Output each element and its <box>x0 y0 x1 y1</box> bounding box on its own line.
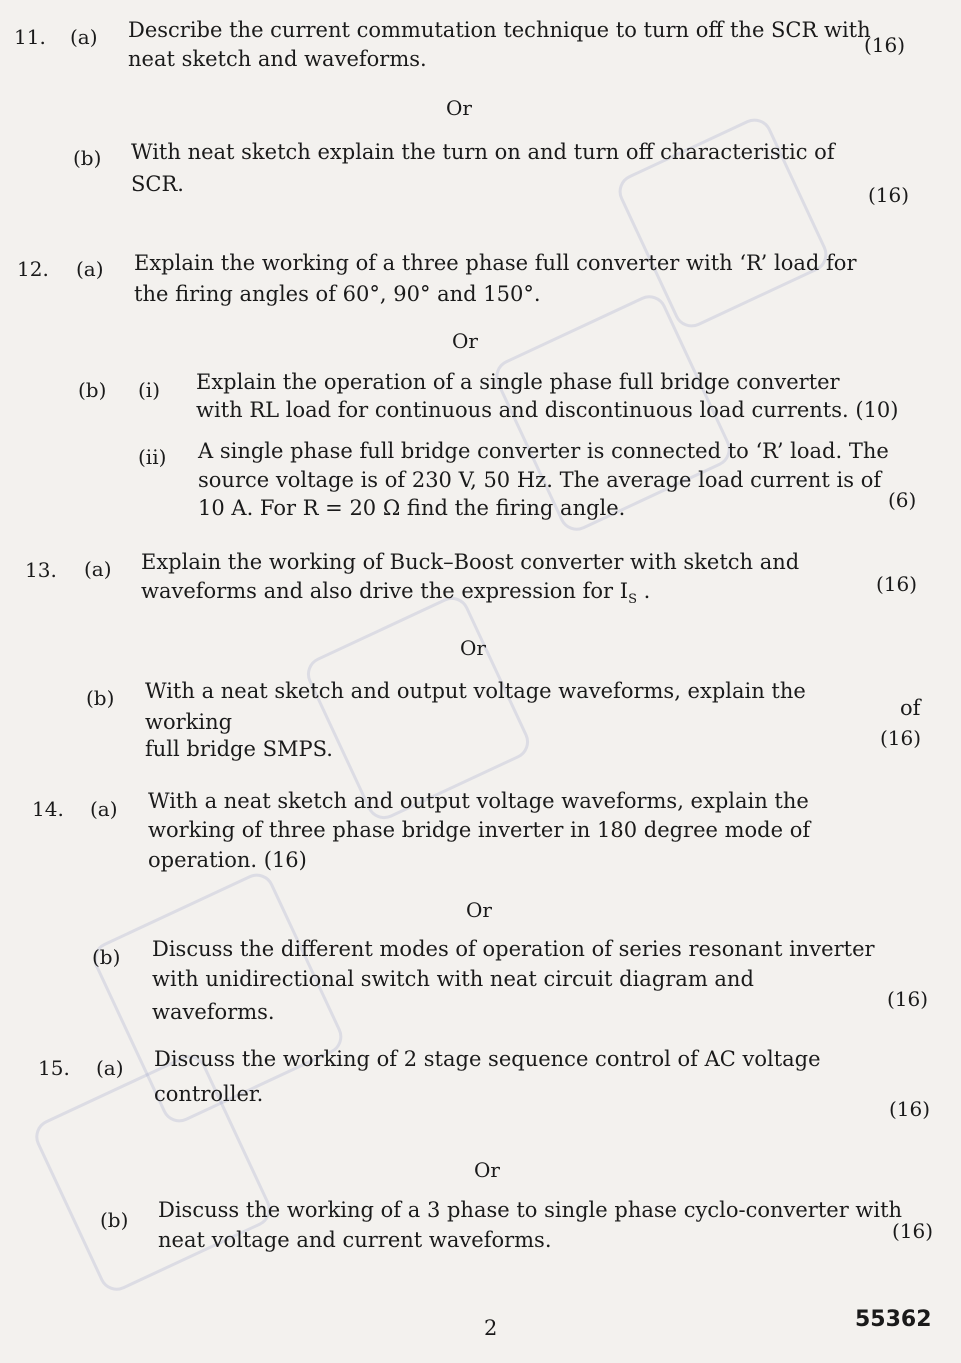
page-number: 2 <box>484 1316 498 1340</box>
paper-code: 55362 <box>855 1307 932 1332</box>
or-separator: Or <box>466 898 492 922</box>
or-separator: Or <box>474 1158 500 1182</box>
or-separator: Or <box>452 329 478 353</box>
question-text: the firing angles of 60°, 90° and 150°. <box>134 282 541 306</box>
question-number: 11. <box>14 25 46 49</box>
question-text: 10 A. For R = 20 Ω find the firing angle. <box>198 496 626 520</box>
question-text: of <box>900 696 921 720</box>
subscript: S <box>628 592 637 608</box>
question-number: 15. <box>38 1056 70 1080</box>
question-text: Discuss the working of a 3 phase to single phase cyclo-converter with <box>158 1198 903 1222</box>
question-text: With a neat sketch and output voltage waveforms, explain the <box>145 679 806 703</box>
question-text: Explain the working of Buck–Boost converter with sketch and <box>141 550 800 574</box>
part-label: (a) <box>90 797 118 821</box>
question-text: working <box>145 710 233 734</box>
marks: (16) <box>880 726 922 750</box>
question-text: Describe the current commutation technique to turn off the SCR with <box>128 18 871 42</box>
question-text: With neat sketch explain the turn on and turn off characteristic of <box>131 140 835 164</box>
subpart-label: (ii) <box>138 445 167 469</box>
marks: (16) <box>876 572 918 596</box>
question-text: source voltage is of 230 V, 50 Hz. The average load current is of <box>198 468 882 492</box>
part-label: (b) <box>86 686 115 710</box>
question-text: waveforms. <box>152 1000 275 1024</box>
question-number: 14. <box>32 797 64 821</box>
or-separator: Or <box>460 636 486 660</box>
question-text: Discuss the different modes of operation of series resonant inverter <box>152 937 875 961</box>
question-number: 13. <box>25 558 57 582</box>
question-text: neat sketch and waveforms. <box>128 47 427 71</box>
marks: (16) <box>887 987 929 1011</box>
or-separator: Or <box>446 96 472 120</box>
part-label: (a) <box>76 257 104 281</box>
question-text-part: waveforms and also drive the expression for I <box>141 579 629 603</box>
question-text: with RL load for continuous and discontinuous load currents. (10) <box>196 398 899 422</box>
question-text: Explain the operation of a single phase full bridge converter <box>196 370 840 394</box>
part-label: (b) <box>92 945 121 969</box>
part-label: (a) <box>84 557 112 581</box>
question-text: controller. <box>154 1082 264 1106</box>
question-number: 12. <box>17 257 49 281</box>
part-label: (b) <box>100 1208 129 1232</box>
subpart-label: (i) <box>138 378 161 402</box>
marks: (16) <box>864 33 906 57</box>
marks: (16) <box>868 183 910 207</box>
part-label: (a) <box>70 25 98 49</box>
marks: (16) <box>892 1219 934 1243</box>
question-text: With a neat sketch and output voltage waveforms, explain the <box>148 789 809 813</box>
part-label: (a) <box>96 1056 124 1080</box>
marks: (6) <box>888 488 917 512</box>
question-text: Explain the working of a three phase full converter with ‘R’ load for <box>134 251 857 275</box>
question-text: SCR. <box>131 172 184 196</box>
question-text: operation. (16) <box>148 848 307 872</box>
question-text <box>141 577 650 614</box>
question-text: with unidirectional switch with neat circuit diagram and <box>152 967 754 991</box>
marks: (16) <box>889 1097 931 1121</box>
question-text: full bridge SMPS. <box>145 737 333 761</box>
question-text-part: . <box>636 579 651 603</box>
question-text: neat voltage and current waveforms. <box>158 1228 552 1252</box>
question-text: working of three phase bridge inverter in 180 degree mode of <box>148 818 811 842</box>
question-text: A single phase full bridge converter is connected to ‘R’ load. The <box>198 439 889 463</box>
part-label: (b) <box>73 146 102 170</box>
question-text: Discuss the working of 2 stage sequence control of AC voltage <box>154 1047 821 1071</box>
part-label: (b) <box>78 378 107 402</box>
